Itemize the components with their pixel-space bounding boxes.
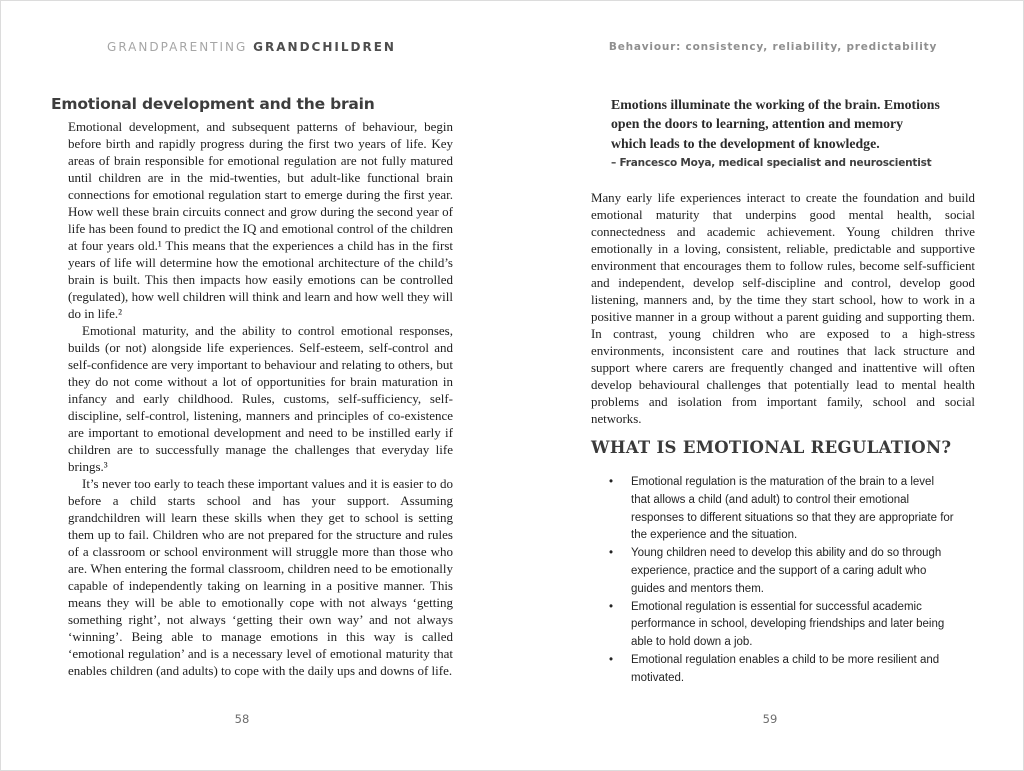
list-item	[609, 545, 954, 598]
bullet-icon: •	[609, 547, 614, 560]
right-running-head: Behaviour: consistency, reliability, predictability	[608, 41, 938, 53]
left-page-heading: Emotional development and the brain	[51, 95, 375, 113]
bullet-icon: •	[609, 476, 614, 488]
bullet-icon: •	[609, 600, 614, 613]
running-head-book-title-part2: GRANDCHILDREN	[253, 40, 396, 54]
list-item	[609, 652, 954, 688]
left-paragraph-1: Emotional development, and subsequent patterns of behaviour, begin before birth and rapidly progress during the first two years of life. Key areas of brain responsible for emotional regulation are not fully matured until children are in the mid-twenties, but adult-like functional brain connections for emotional regulation start to emerge during the first year. How well these brain circuits connect and grow during the second year of life has been found to predict the IQ and emotional control of the children at four years old.¹ This means that the experiences a child has in the first years of life will determine how the emotional architecture of the child’s brain is built. This then impacts how easily emotions can be controlled (regulated), how well children will think and learn and how well they will do in life.²	[68, 119, 453, 321]
bullet-text-4: Emotional regulation enables a child to be more resilient and motivated.	[631, 653, 940, 684]
pull-quote-line-2: open the doors to learning, attention and memory	[611, 116, 904, 132]
quote-attribution: – Francesco Moya, medical specialist and neuroscientist	[611, 157, 932, 169]
list-item	[609, 474, 954, 545]
left-page-body	[68, 118, 453, 679]
pull-quote-line-3: which leads to the development of knowledge.	[611, 135, 880, 151]
left-paragraph-2: Emotional maturity, and the ability to control emotional responses, builds (or not) alongside life experiences. Self-esteem, self-control and self-confidence are very important to behaviour and relating to others, but they do not come without a lot of opportunities for brain maturation in infancy and early childhood. Rules, customs, self-sufficiency, self-discipline, self-control, listening, manners and principles of co-existence are important to emotional development and need to be instilled early if children are to successfully manage the challenges that everyday life brings.³	[68, 323, 453, 474]
section-heading: WHAT IS EMOTIONAL REGULATION?	[591, 438, 952, 457]
running-head-book-title-part1: GRANDPARENTING	[107, 40, 248, 54]
right-page-number: 59	[762, 712, 778, 726]
left-paragraph-3: It’s never too early to teach these important values and it is easier to do before a child starts school and has your support. Assuming grandchildren will learn these skills when they get to school is setting them up to fail. Children who are not prepared for the structure and rules of a classroom or school environment will struggle more than those who are. When entering the formal classroom, children need to be emotionally capable of independently taking on learning in a positive manner. This means they will be able to emotionally cope with not always ‘getting something right’, not always ‘getting their own way’ and not always ‘winning’. Being able to manage emotions in this way is called ‘emotional regulation’ and is a necessary level of emotional maturity that enables children (and adults) to cope with the daily ups and downs of life.	[68, 476, 453, 678]
bullet-text-3: Emotional regulation is essential for successful academic performance in school, developing friendships and later being able to hold down a job.	[631, 600, 945, 649]
list-item	[609, 599, 954, 652]
bullet-text-2: Young children need to develop this ability and do so through experience, practice and the support of a caring adult who guides and mentors them.	[631, 547, 942, 595]
bullet-list	[609, 474, 954, 688]
pull-quote	[611, 95, 983, 153]
pull-quote-line-1: Emotions illuminate the working of the brain. Emotions	[611, 97, 940, 112]
left-running-head	[51, 40, 452, 54]
left-page-number: 58	[234, 712, 250, 726]
right-page-paragraph: Many early life experiences interact to create the foundation and build emotional maturity that underpins good mental health, social connectedness and academic achievement. Young children thrive emotionally in a loving, consistent, reliable, predictable and supportive environment that encourages them to follow rules, become self-sufficient and independent, develop self-discipline and control, develop good listening, manners and, by the time they start school, how to work in a positive manner in a group without a parent guiding and supporting them. In contrast, young children who are exposed to a high-stress environments, inconsistent care and routines that lack structure and support where carers are frequently changed and inattentive will often develop behavioural challenges that potentially lead to mental health problems and isolation from important family, school and social networks.	[591, 191, 975, 426]
bullet-text-1: Emotional regulation is the maturation of the brain to a level that allows a child (and adult) to control their emotional responses to different situations so that they are appropriate for the experience and the situation.	[631, 476, 954, 542]
bullet-icon: •	[609, 653, 614, 666]
